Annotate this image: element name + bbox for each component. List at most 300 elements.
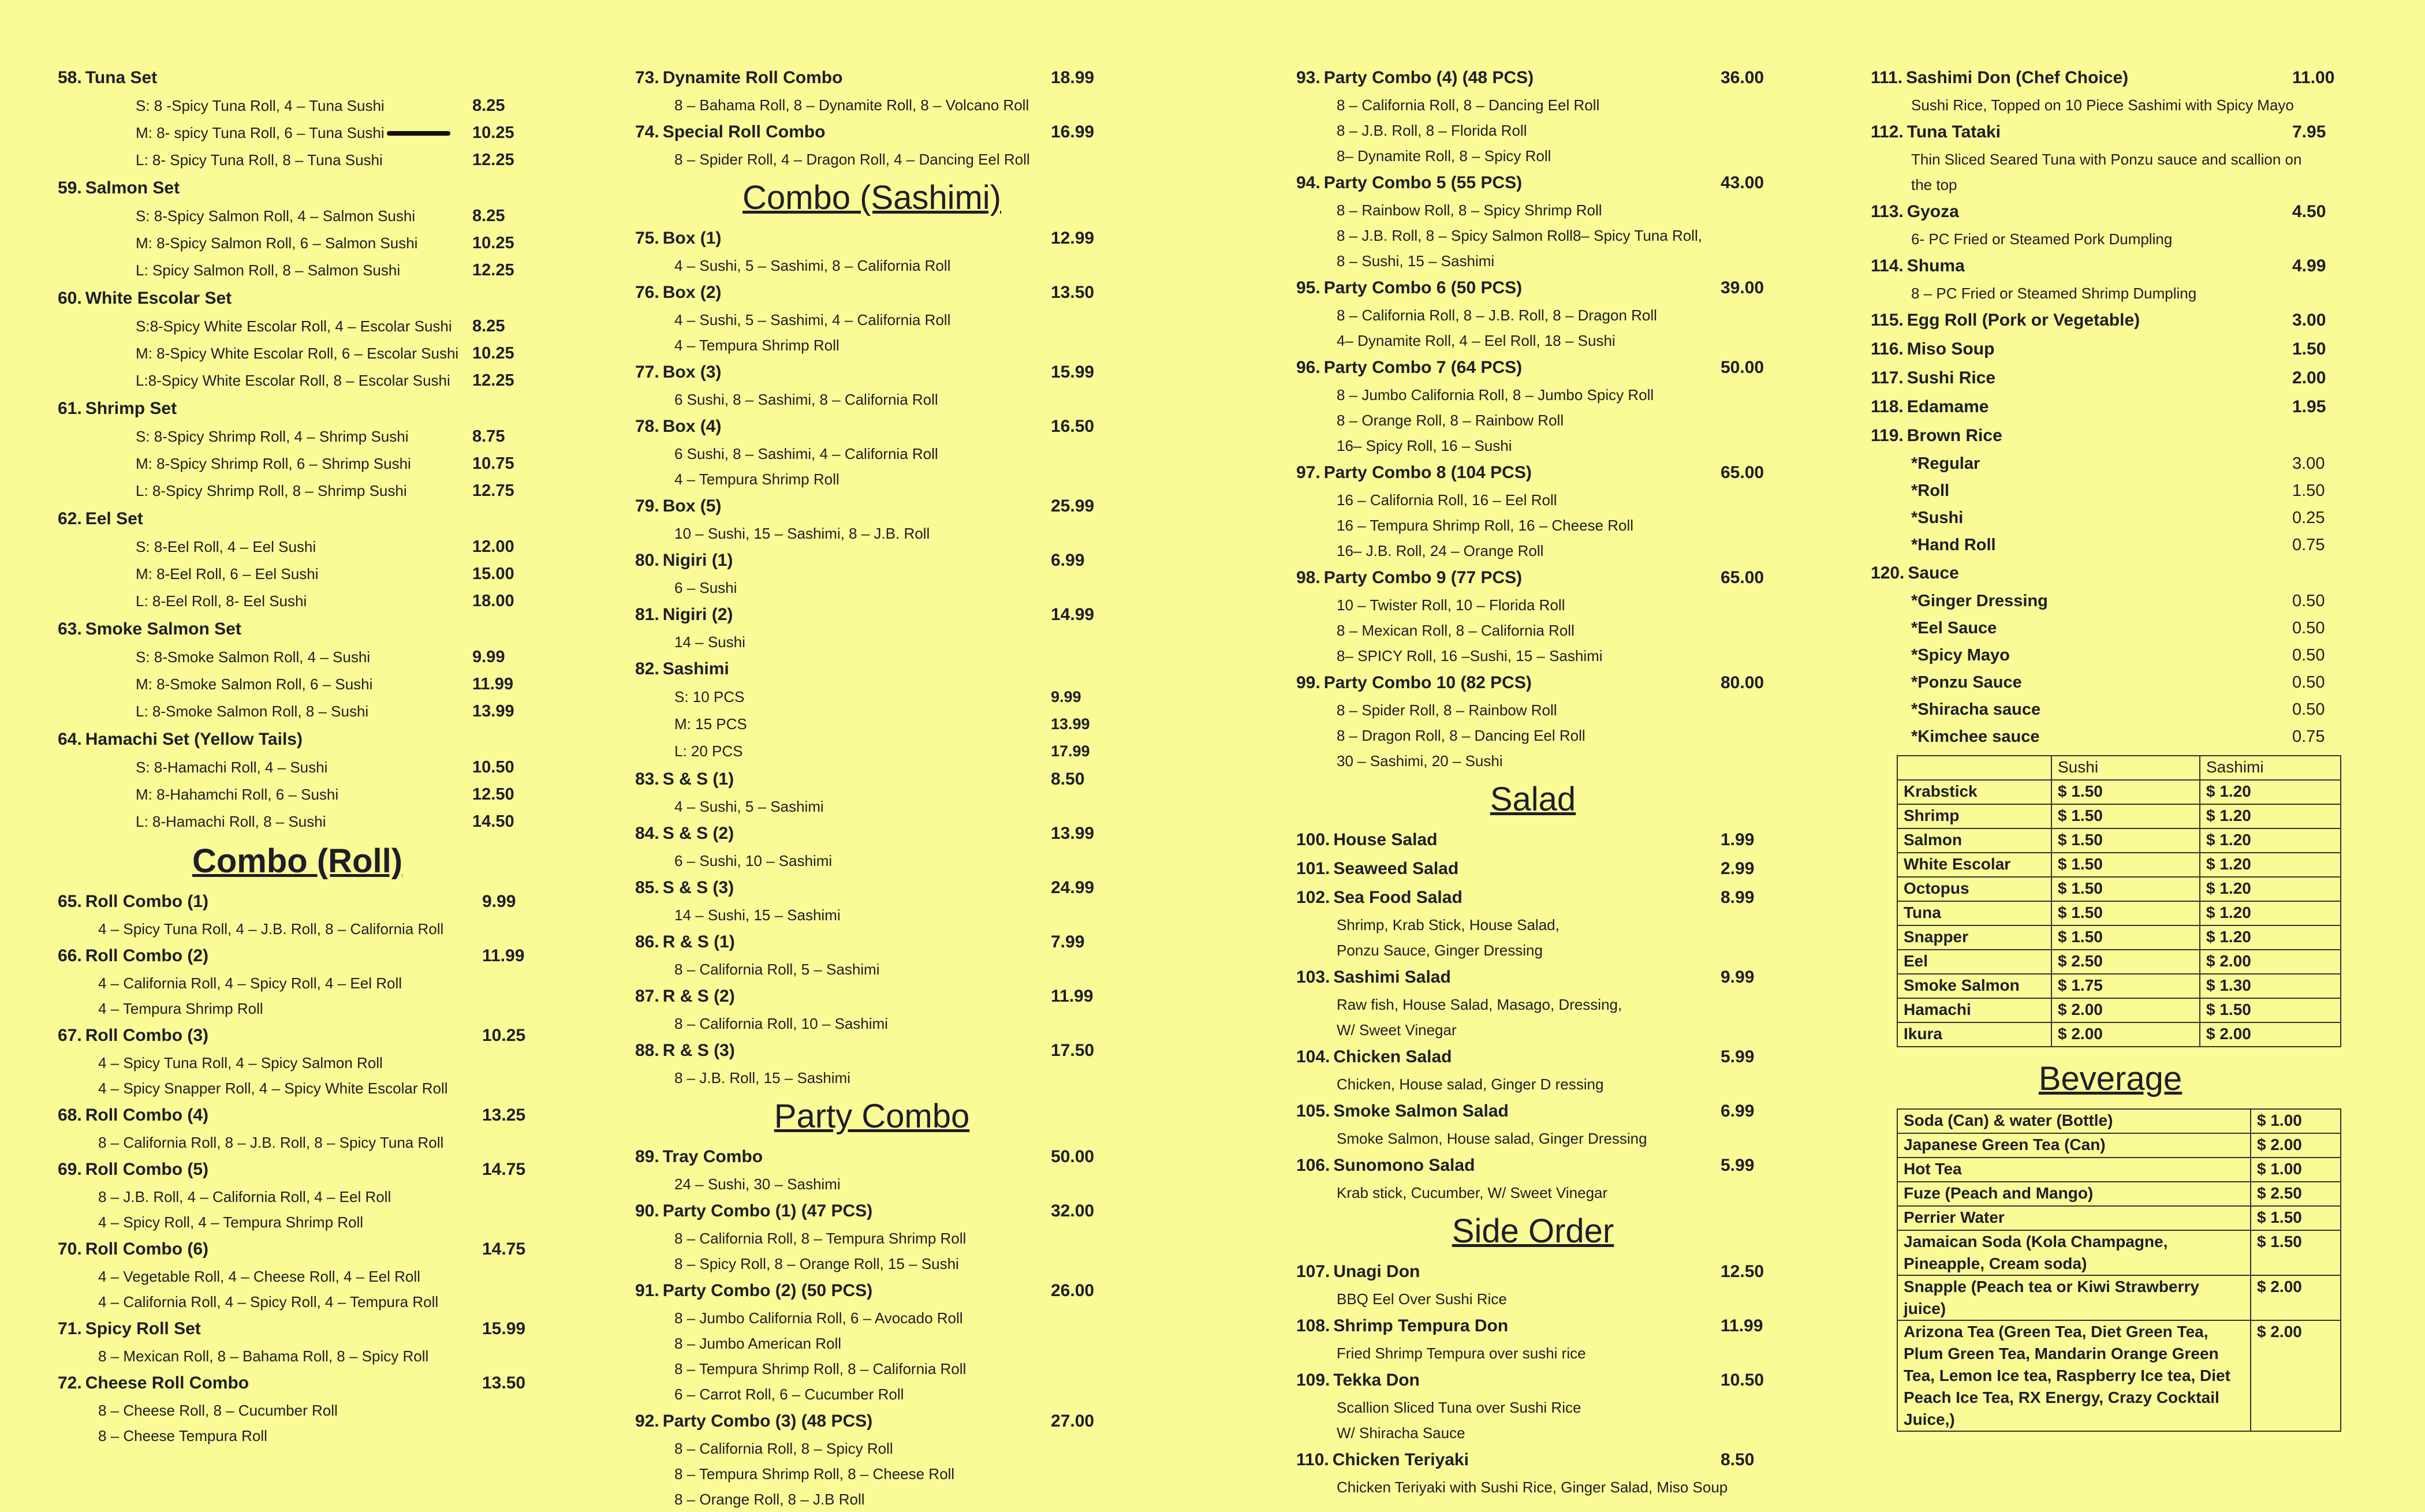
item-description: 8 – Orange Roll, 8 – Rainbow Roll	[1337, 412, 1564, 429]
item-name: Shrimp Tempura Don	[1333, 1316, 1509, 1335]
size-option-price: 12.75	[472, 481, 514, 500]
item-number: 86.	[635, 932, 659, 951]
menu-item	[635, 982, 1109, 1036]
beverage-table-row	[1897, 1320, 2341, 1431]
menu-item-header	[58, 1101, 537, 1130]
item-price: 11.99	[1721, 1316, 1763, 1335]
menu-item	[635, 928, 1109, 982]
size-option	[1871, 669, 2350, 696]
menu-item	[1296, 274, 1770, 353]
item-number: 91.	[635, 1281, 659, 1300]
size-option	[58, 367, 537, 394]
item-price: 8.50	[1051, 770, 1085, 789]
size-option	[1871, 642, 2350, 669]
sushi-table-row	[1897, 925, 2341, 950]
menu-item-header	[1871, 306, 2350, 335]
size-option-price: 12.50	[472, 785, 514, 804]
size-option-text: *Spicy Mayo	[1911, 646, 2010, 664]
item-name: Salmon Set	[85, 178, 180, 197]
item-name: Sunomono Salad	[1333, 1156, 1475, 1175]
menu-item-header	[58, 174, 537, 203]
sushi-table-cell: $ 1.20	[2200, 901, 2341, 925]
size-option	[635, 684, 1109, 711]
size-option	[1871, 505, 2350, 532]
item-price: 13.99	[1051, 824, 1095, 843]
size-option-price: 13.99	[472, 702, 514, 720]
size-option-price: 3.00	[2292, 454, 2325, 473]
size-option	[58, 561, 537, 588]
item-price: 16.50	[1051, 417, 1095, 436]
size-option	[1871, 450, 2350, 477]
menu-item	[1871, 197, 2350, 252]
item-number: 63.	[58, 619, 82, 639]
sushi-table-cell: Salmon	[1897, 828, 2051, 853]
item-description: 6 – Sushi	[674, 579, 737, 596]
menu-item-header	[635, 819, 1109, 848]
menu-item-header	[1296, 826, 1770, 854]
item-price: 12.99	[1051, 229, 1095, 248]
item-description: 8 – Rainbow Roll, 8 – Spicy Shrimp Roll	[1337, 201, 1602, 219]
item-description: BBQ Eel Over Sushi Rice	[1337, 1290, 1507, 1308]
item-description: 8 – Orange Roll, 8 – J.B Roll	[674, 1491, 865, 1508]
item-name: Hamachi Set (Yellow Tails)	[85, 730, 303, 749]
menu-item-header	[635, 546, 1109, 575]
menu-item	[1296, 1043, 1770, 1097]
item-number: 58.	[58, 68, 82, 87]
item-number: 112.	[1871, 122, 1904, 141]
item-price: 43.00	[1721, 173, 1764, 192]
item-description: 8 – Mexican Roll, 8 – California Roll	[1337, 622, 1575, 639]
beverage-table-body	[1897, 1109, 2341, 1431]
item-description: 8 – Cheese Tempura Roll	[98, 1427, 267, 1444]
item-description: 6 – Carrot Roll, 6 – Cucumber Roll	[674, 1386, 904, 1403]
sushi-table-row	[1897, 974, 2341, 998]
item-description: Scallion Sliced Tuna over Sushi Rice	[1337, 1399, 1581, 1416]
item-description: 8 – Mexican Roll, 8 – Bahama Roll, 8 – Spicy Roll	[98, 1347, 429, 1365]
menu-column-4	[1871, 64, 2350, 1432]
sushi-table-cell: $ 1.50	[2200, 998, 2341, 1022]
item-description: 4 – California Roll, 4 – Spicy Roll, 4 – Tempura Roll	[98, 1293, 439, 1311]
item-price: 11.00	[2292, 68, 2335, 87]
menu-item-header	[1871, 421, 2350, 450]
size-option-price: 0.75	[2292, 727, 2325, 746]
item-description: 6 Sushi, 8 – Sashimi, 4 – California Roll	[674, 445, 938, 462]
item-number: 101.	[1296, 859, 1330, 878]
item-description: Thin Sliced Seared Tuna with Ponzu sauce and scallion on	[1911, 151, 2302, 168]
size-option-text: *Kimchee sauce	[1911, 727, 2040, 746]
beverage-table-cell: Arizona Tea (Green Tea, Diet Green Tea, Plum Green Tea, Mandarin Orange Green Tea, Lemon Ice tea, Raspberry Ice tea, Diet Peach Ice Tea, RX Energy, Crazy Cocktail Juice,)	[1897, 1320, 2251, 1431]
item-name: Party Combo 10 (82 PCS)	[1323, 673, 1532, 692]
sushi-table-cell: Ikura	[1897, 1022, 2051, 1047]
sushi-table-cell: $ 1.30	[2200, 974, 2341, 998]
size-option	[1871, 615, 2350, 642]
menu-item	[58, 1369, 537, 1448]
item-price: 27.00	[1051, 1412, 1095, 1431]
beverage-table-cell: Perrier Water	[1897, 1206, 2251, 1230]
item-description: 8 – California Roll, 8 – Tempura Shrimp Roll	[674, 1230, 967, 1247]
item-number: 80.	[635, 551, 659, 570]
item-number: 77.	[635, 363, 659, 382]
size-option	[1871, 588, 2350, 615]
size-option-price: 17.99	[1051, 742, 1090, 760]
item-price: 26.00	[1051, 1281, 1095, 1300]
size-option-price: 8.75	[472, 427, 505, 446]
menu-item-header	[58, 394, 537, 423]
item-description: 8 – California Roll, 10 – Sashimi	[674, 1015, 888, 1032]
menu-item-header	[1871, 197, 2350, 226]
menu-item-header	[58, 1369, 537, 1398]
item-name: Tuna Set	[85, 68, 158, 87]
item-price: 5.99	[1721, 1047, 1755, 1066]
menu-item-header	[635, 1197, 1109, 1226]
item-price: 36.00	[1721, 68, 1764, 87]
size-option-price: 8.25	[472, 317, 505, 335]
menu-item-header	[1296, 563, 1770, 592]
item-description: 4 – Sushi, 5 – Sashimi, 8 – California Roll	[674, 257, 951, 274]
item-name: Sashimi Salad	[1333, 968, 1451, 987]
size-option	[58, 450, 537, 477]
size-option-text: L: 20 PCS	[674, 742, 743, 760]
item-price: 13.50	[482, 1373, 526, 1392]
item-name: Sashimi	[662, 659, 729, 678]
section-title-salad: Salad	[1490, 781, 1576, 818]
size-option-price: 8.25	[472, 207, 505, 225]
menu-item-header	[58, 1021, 537, 1050]
menu-item-header	[635, 1036, 1109, 1065]
size-option-price: 0.50	[2292, 592, 2325, 610]
size-option-text: L: 8-Smoke Salmon Roll, 8 – Sushi	[136, 703, 369, 720]
item-name: Sauce	[1908, 563, 1959, 583]
item-name: Box (4)	[662, 417, 722, 436]
size-option-price: 10.25	[472, 344, 514, 363]
menu-item-header	[635, 1143, 1109, 1171]
size-option-price: 10.50	[472, 758, 514, 776]
menu-item-header	[58, 942, 537, 970]
item-number: 103.	[1296, 968, 1330, 987]
item-price: 11.99	[1051, 987, 1094, 1006]
item-number: 113.	[1871, 202, 1904, 221]
item-name: Party Combo (2) (50 PCS)	[662, 1281, 873, 1300]
size-option	[58, 588, 537, 615]
item-description: 4 – Tempura Shrimp Roll	[98, 1000, 263, 1017]
menu-item	[58, 64, 537, 174]
menu-item	[635, 412, 1109, 492]
menu-item	[1296, 458, 1770, 563]
sushi-table-cell: $ 2.50	[2051, 950, 2200, 974]
item-name: Box (3)	[662, 363, 722, 382]
size-option-text: *Regular	[1911, 454, 1980, 473]
item-number: 67.	[58, 1026, 82, 1045]
menu-item-header	[635, 358, 1109, 387]
item-price: 24.99	[1051, 878, 1095, 897]
item-number: 111.	[1871, 68, 1903, 87]
item-description: 10 – Twister Roll, 10 – Florida Roll	[1337, 596, 1565, 614]
item-number: 87.	[635, 987, 659, 1006]
item-name: Party Combo 9 (77 PCS)	[1323, 568, 1523, 587]
item-name: Miso Soup	[1907, 339, 1995, 359]
item-number: 106.	[1296, 1156, 1330, 1175]
size-option	[58, 698, 537, 725]
size-option	[1871, 723, 2350, 751]
menu-item	[58, 887, 537, 942]
sushi-table-row	[1897, 901, 2341, 925]
item-name: Sashimi Don (Chef Choice)	[1906, 68, 2129, 87]
beverage-table-row	[1897, 1133, 2341, 1158]
size-option-price: 12.00	[472, 537, 514, 556]
size-option	[58, 340, 537, 367]
item-name: Gyoza	[1907, 202, 1959, 221]
item-number: 116.	[1871, 339, 1904, 359]
item-description: 8 – Jumbo American Roll	[674, 1335, 842, 1352]
beverage-table-row	[1897, 1158, 2341, 1182]
size-option-text: *Hand Roll	[1911, 536, 1996, 554]
size-option-text: M: 8-Hahamchi Roll, 6 – Sushi	[136, 786, 339, 803]
beverage-table-cell: $ 2.00	[2251, 1133, 2341, 1158]
item-description: 8 – California Roll, 8 – J.B. Roll, 8 – Spicy Tuna Roll	[98, 1134, 444, 1151]
size-option-price: 11.99	[472, 675, 513, 693]
item-description: Shrimp, Krab Stick, House Salad,	[1337, 916, 1560, 934]
menu-item	[58, 174, 537, 284]
item-name: Roll Combo (6)	[85, 1240, 209, 1259]
item-price: 32.00	[1051, 1201, 1095, 1220]
item-price: 7.99	[1051, 932, 1085, 951]
size-option-price: 0.50	[2292, 619, 2325, 637]
size-option-text: L: 8-Spicy Shrimp Roll, 8 – Shrimp Sushi	[136, 482, 407, 499]
item-description: W/ Sweet Vinegar	[1337, 1021, 1457, 1039]
size-option-text: L: 8-Hamachi Roll, 8 – Sushi	[136, 813, 326, 830]
item-name: House Salad	[1333, 830, 1438, 849]
item-number: 64.	[58, 730, 82, 749]
item-description: 8 – J.B. Roll, 4 – California Roll, 4 – Eel Roll	[98, 1188, 391, 1205]
item-description: 8 – Jumbo California Roll, 8 – Jumbo Spicy Roll	[1337, 386, 1654, 404]
item-description: 8 – Dragon Roll, 8 – Dancing Eel Roll	[1337, 727, 1585, 744]
item-price: 4.99	[2292, 256, 2326, 275]
menu-item-header	[1296, 274, 1770, 303]
size-option-text: S: 8-Spicy Shrimp Roll, 4 – Shrimp Sushi	[136, 428, 409, 445]
menu-item	[58, 505, 537, 615]
item-price: 2.00	[2292, 368, 2326, 387]
item-number: 98.	[1296, 568, 1320, 587]
combo-roll-list	[58, 887, 537, 1448]
item-description: 4 – Tempura Shrimp Roll	[674, 337, 840, 354]
size-option-text: S: 8-Smoke Salmon Roll, 4 – Sushi	[136, 648, 371, 666]
size-option	[58, 781, 537, 808]
item-name: Sushi Rice	[1907, 368, 1996, 387]
menu-item	[1871, 64, 2350, 118]
menu-item-header	[58, 1155, 537, 1184]
sushi-table-row	[1897, 950, 2341, 974]
item-description: 4 – Spicy Roll, 4 – Tempura Shrimp Roll	[98, 1214, 364, 1231]
size-option-text: *Eel Sauce	[1911, 619, 1997, 637]
item-price: 8.99	[1721, 888, 1755, 907]
item-description: 4 – Spicy Tuna Roll, 4 – J.B. Roll, 8 – California Roll	[98, 920, 444, 938]
item-number: 89.	[635, 1147, 659, 1166]
item-price: 50.00	[1051, 1147, 1095, 1166]
menu-item-header	[1296, 963, 1770, 992]
size-option	[58, 477, 537, 505]
sushi-table-cell: Krabstick	[1897, 780, 2051, 804]
size-option	[58, 203, 537, 230]
size-option-text: S: 10 PCS	[674, 688, 745, 705]
item-name: Tekka Don	[1333, 1371, 1420, 1390]
size-option-text: *Ponzu Sauce	[1911, 673, 2022, 692]
item-number: 104.	[1296, 1047, 1330, 1066]
menu-item	[1871, 118, 2350, 197]
beverage-table-cell: $ 1.50	[2251, 1206, 2341, 1230]
item-price: 15.99	[482, 1319, 526, 1338]
item-description: W/ Shiracha Sauce	[1337, 1424, 1465, 1442]
menu-item	[1871, 306, 2350, 335]
item-number: 83.	[635, 770, 659, 789]
sushi-table-row	[1897, 853, 2341, 877]
size-option-text: S: 8-Hamachi Roll, 4 – Sushi	[136, 759, 328, 776]
sushi-table-cell: $ 1.20	[2200, 780, 2341, 804]
size-option-price: 14.50	[472, 812, 514, 831]
menu-column-3	[1296, 64, 1770, 1500]
menu-item-header	[58, 1315, 537, 1343]
item-number: 102.	[1296, 888, 1330, 907]
menu-item	[1296, 1097, 1770, 1151]
item-name: Roll Combo (1)	[85, 892, 209, 911]
item-name: Edamame	[1907, 397, 1989, 416]
item-description: 8 – Sushi, 15 – Sashimi	[1337, 252, 1495, 270]
item-description: 8 – Spicy Roll, 8 – Orange Roll, 15 – Sushi	[674, 1255, 959, 1272]
item-description: 4– Dynamite Roll, 4 – Eel Roll, 18 – Sushi	[1337, 332, 1616, 349]
item-description: 4 – Spicy Snapper Roll, 4 – Spicy White Escolar Roll	[98, 1080, 448, 1097]
item-description: Sushi Rice, Topped on 10 Piece Sashimi with Spicy Mayo	[1911, 96, 2294, 114]
sushi-table-cell: Tuna	[1897, 901, 2051, 925]
item-price: 39.00	[1721, 278, 1764, 297]
size-option-price: 0.50	[2292, 646, 2325, 664]
menu-item-header	[1871, 118, 2350, 147]
menu-item	[635, 1407, 1109, 1512]
menu-item-header	[635, 765, 1109, 794]
sushi-table-header-cell: Sashimi	[2200, 756, 2341, 780]
beverage-table-cell: $ 2.50	[2251, 1182, 2341, 1206]
menu-item	[1296, 169, 1770, 274]
sushi-table-cell: Smoke Salmon	[1897, 974, 2051, 998]
special-combo-list	[635, 64, 1109, 172]
size-option-price: 0.25	[2292, 509, 2325, 527]
menu-item	[635, 873, 1109, 928]
sushi-table-header-row	[1897, 756, 2341, 780]
item-number: 69.	[58, 1160, 82, 1179]
item-number: 100.	[1296, 830, 1330, 849]
menu-item-header	[635, 600, 1109, 629]
item-price: 25.99	[1051, 496, 1095, 516]
item-description: 8 – J.B. Roll, 8 – Florida Roll	[1337, 122, 1527, 139]
item-price: 12.50	[1721, 1262, 1764, 1281]
menu-item-header	[1871, 252, 2350, 281]
sushi-table-row	[1897, 877, 2341, 901]
size-option	[1871, 696, 2350, 723]
sushi-table-cell: $ 2.00	[2200, 1022, 2341, 1047]
item-number: 59.	[58, 178, 82, 197]
item-name: Shrimp Set	[85, 399, 177, 418]
menu-item-header	[1871, 559, 2350, 588]
menu-item	[1296, 353, 1770, 458]
item-description: 6 Sushi, 8 – Sashimi, 8 – California Roll	[674, 391, 938, 408]
item-price: 6.99	[1721, 1102, 1755, 1121]
item-description: 30 – Sashimi, 20 – Sushi	[1337, 752, 1503, 770]
item-number: 109.	[1296, 1371, 1330, 1390]
menu-item-header	[1296, 353, 1770, 382]
sushi-table-cell: $ 1.50	[2051, 828, 2200, 853]
sushi-table-cell: $ 1.50	[2051, 925, 2200, 950]
sushi-table-cell: $ 1.20	[2200, 804, 2341, 828]
item-number: 94.	[1296, 173, 1320, 192]
menu-item	[58, 725, 537, 835]
menu-item	[1871, 252, 2350, 306]
item-number: 96.	[1296, 358, 1320, 377]
menu-item	[1296, 963, 1770, 1043]
item-name: Nigiri (1)	[662, 551, 733, 570]
item-name: White Escolar Set	[85, 289, 232, 308]
item-name: Unagi Don	[1333, 1262, 1420, 1281]
menu-item	[635, 600, 1109, 655]
menu-item	[1871, 393, 2350, 421]
item-number: 65.	[58, 892, 82, 911]
item-name: Roll Combo (2)	[85, 946, 209, 965]
sushi-table-cell: $ 1.20	[2200, 853, 2341, 877]
sushi-table-row	[1897, 998, 2341, 1022]
item-description: 16 – Tempura Shrimp Roll, 16 – Cheese Roll	[1337, 517, 1634, 534]
size-option	[58, 644, 537, 671]
menu-column-2	[635, 64, 1109, 1512]
item-description: 14 – Sushi	[674, 633, 745, 651]
beverage-table-row	[1897, 1206, 2341, 1230]
item-number: 72.	[58, 1373, 82, 1392]
menu-item-header	[58, 887, 537, 916]
menu-item-header	[635, 118, 1109, 147]
size-option-text: L: 8-Eel Roll, 8- Eel Sushi	[136, 592, 307, 610]
item-description: 8– SPICY Roll, 16 –Sushi, 15 – Sashimi	[1337, 647, 1603, 664]
menu-item	[635, 224, 1109, 278]
sushi-table-cell: $ 1.50	[2051, 901, 2200, 925]
beverage-table-cell: $ 1.00	[2251, 1158, 2341, 1182]
item-description: Chicken Teriyaki with Sushi Rice, Ginger Salad, Miso Soup	[1337, 1479, 1728, 1496]
item-description: Fried Shrimp Tempura over sushi rice	[1337, 1345, 1586, 1362]
item-description: 4 – California Roll, 4 – Spicy Roll, 4 – Eel Roll	[98, 975, 402, 992]
size-option-price: 12.25	[472, 261, 514, 279]
beverage-table-cell: $ 1.00	[2251, 1109, 2341, 1133]
menu-item	[1871, 421, 2350, 559]
side-order-list	[1296, 1257, 1770, 1500]
item-price: 1.50	[2292, 339, 2326, 359]
item-name: S & S (2)	[662, 824, 734, 843]
menu-item	[58, 284, 537, 394]
sushi-table-header-cell	[1897, 756, 2051, 780]
size-option-text: M: 8-Spicy Shrimp Roll, 6 – Shrimp Sushi	[136, 455, 411, 472]
item-number: 75.	[635, 229, 659, 248]
item-price: 6.99	[1051, 551, 1085, 570]
item-name: Party Combo 6 (50 PCS)	[1323, 278, 1523, 297]
size-option-price: 0.75	[2292, 536, 2325, 554]
item-name: Nigiri (2)	[662, 605, 733, 624]
menu-item	[635, 1143, 1109, 1197]
menu-item	[1296, 883, 1770, 963]
item-name: Roll Combo (5)	[85, 1160, 209, 1179]
menu-item	[635, 492, 1109, 546]
item-price: 9.99	[1721, 968, 1755, 987]
beverage-table-cell: $ 2.00	[2251, 1275, 2341, 1320]
size-option-price: 10.25	[472, 124, 514, 142]
item-number: 119.	[1871, 426, 1904, 445]
item-description: 8 – California Roll, 8 – Dancing Eel Roll	[1337, 96, 1600, 114]
menu-item	[635, 655, 1109, 765]
sushi-table-cell: $ 1.50	[2051, 853, 2200, 877]
menu-item-header	[58, 284, 537, 313]
